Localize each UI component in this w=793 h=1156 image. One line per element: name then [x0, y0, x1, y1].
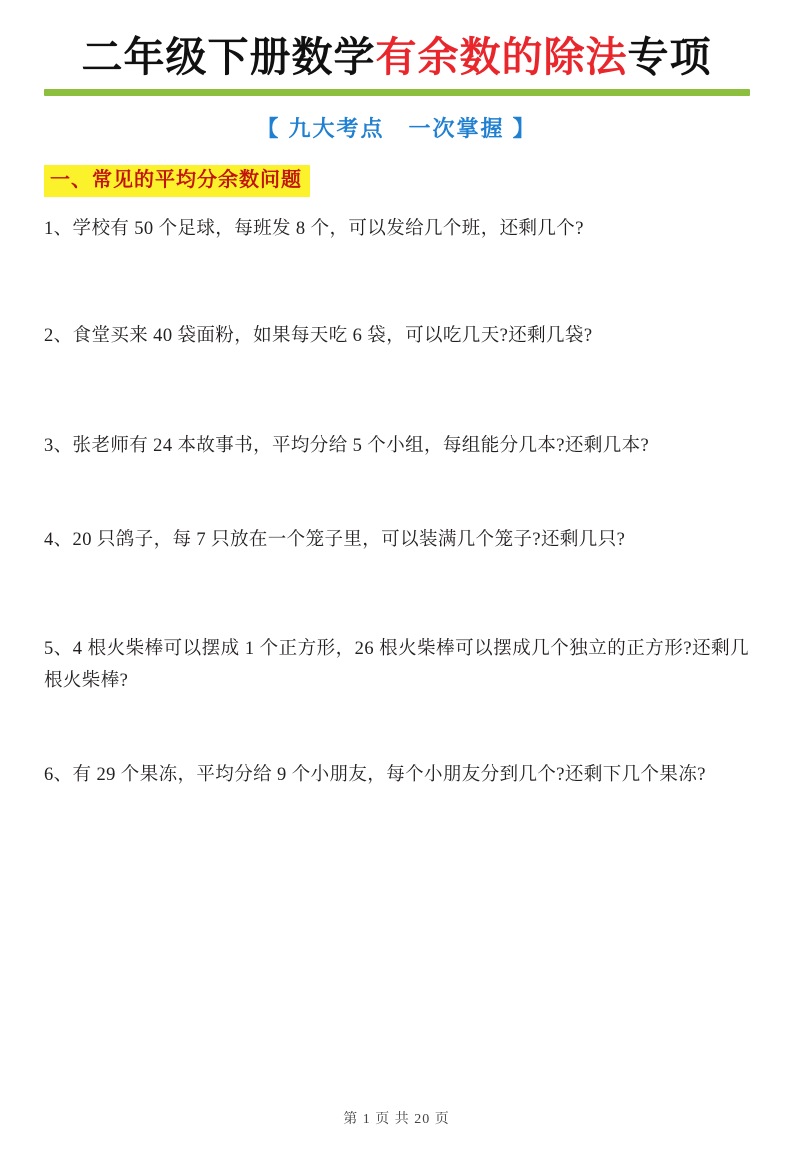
page-subtitle: 【 九大考点 一次掌握 】: [256, 116, 537, 142]
page-title: [44, 34, 749, 81]
section-header: 一、常见的平均分余数问题: [44, 165, 310, 197]
title-segment-3: 专项: [627, 34, 712, 80]
list-item: 5、4 根火柴棒可以摆成 1 个正方形，26 根火柴棒可以摆成几个独立的正方形?还剩几根火柴棒?: [44, 638, 749, 692]
list-item: 6、有 29 个果冻，平均分给 9 个小朋友，每个小朋友分到几个?还剩下几个果冻?: [44, 765, 706, 786]
title-segment-2: 有余数的除法: [375, 34, 628, 80]
list-item: 3、张老师有 24 本故事书，平均分给 5 个小组，每组能分几本?还剩几本?: [44, 435, 650, 456]
question-list: [44, 213, 749, 792]
list-item: 2、食堂买来 40 袋面粉，如果每天吃 6 袋，可以吃几天?还剩几袋?: [44, 325, 593, 346]
title-segment-1: 二年级下册数学: [81, 34, 376, 80]
document-page: [0, 34, 793, 1156]
list-item: 4、20 只鸽子，每 7 只放在一个笼子里，可以装满几个笼子?还剩几只?: [44, 530, 626, 551]
section-header-wrapper: [44, 143, 749, 197]
page-footer: 第 1 页 共 20 页: [343, 1112, 450, 1127]
title-underline-divider: [44, 89, 750, 96]
list-item: 1、学校有 50 个足球，每班发 8 个，可以发给几个班，还剩几个?: [44, 219, 584, 240]
